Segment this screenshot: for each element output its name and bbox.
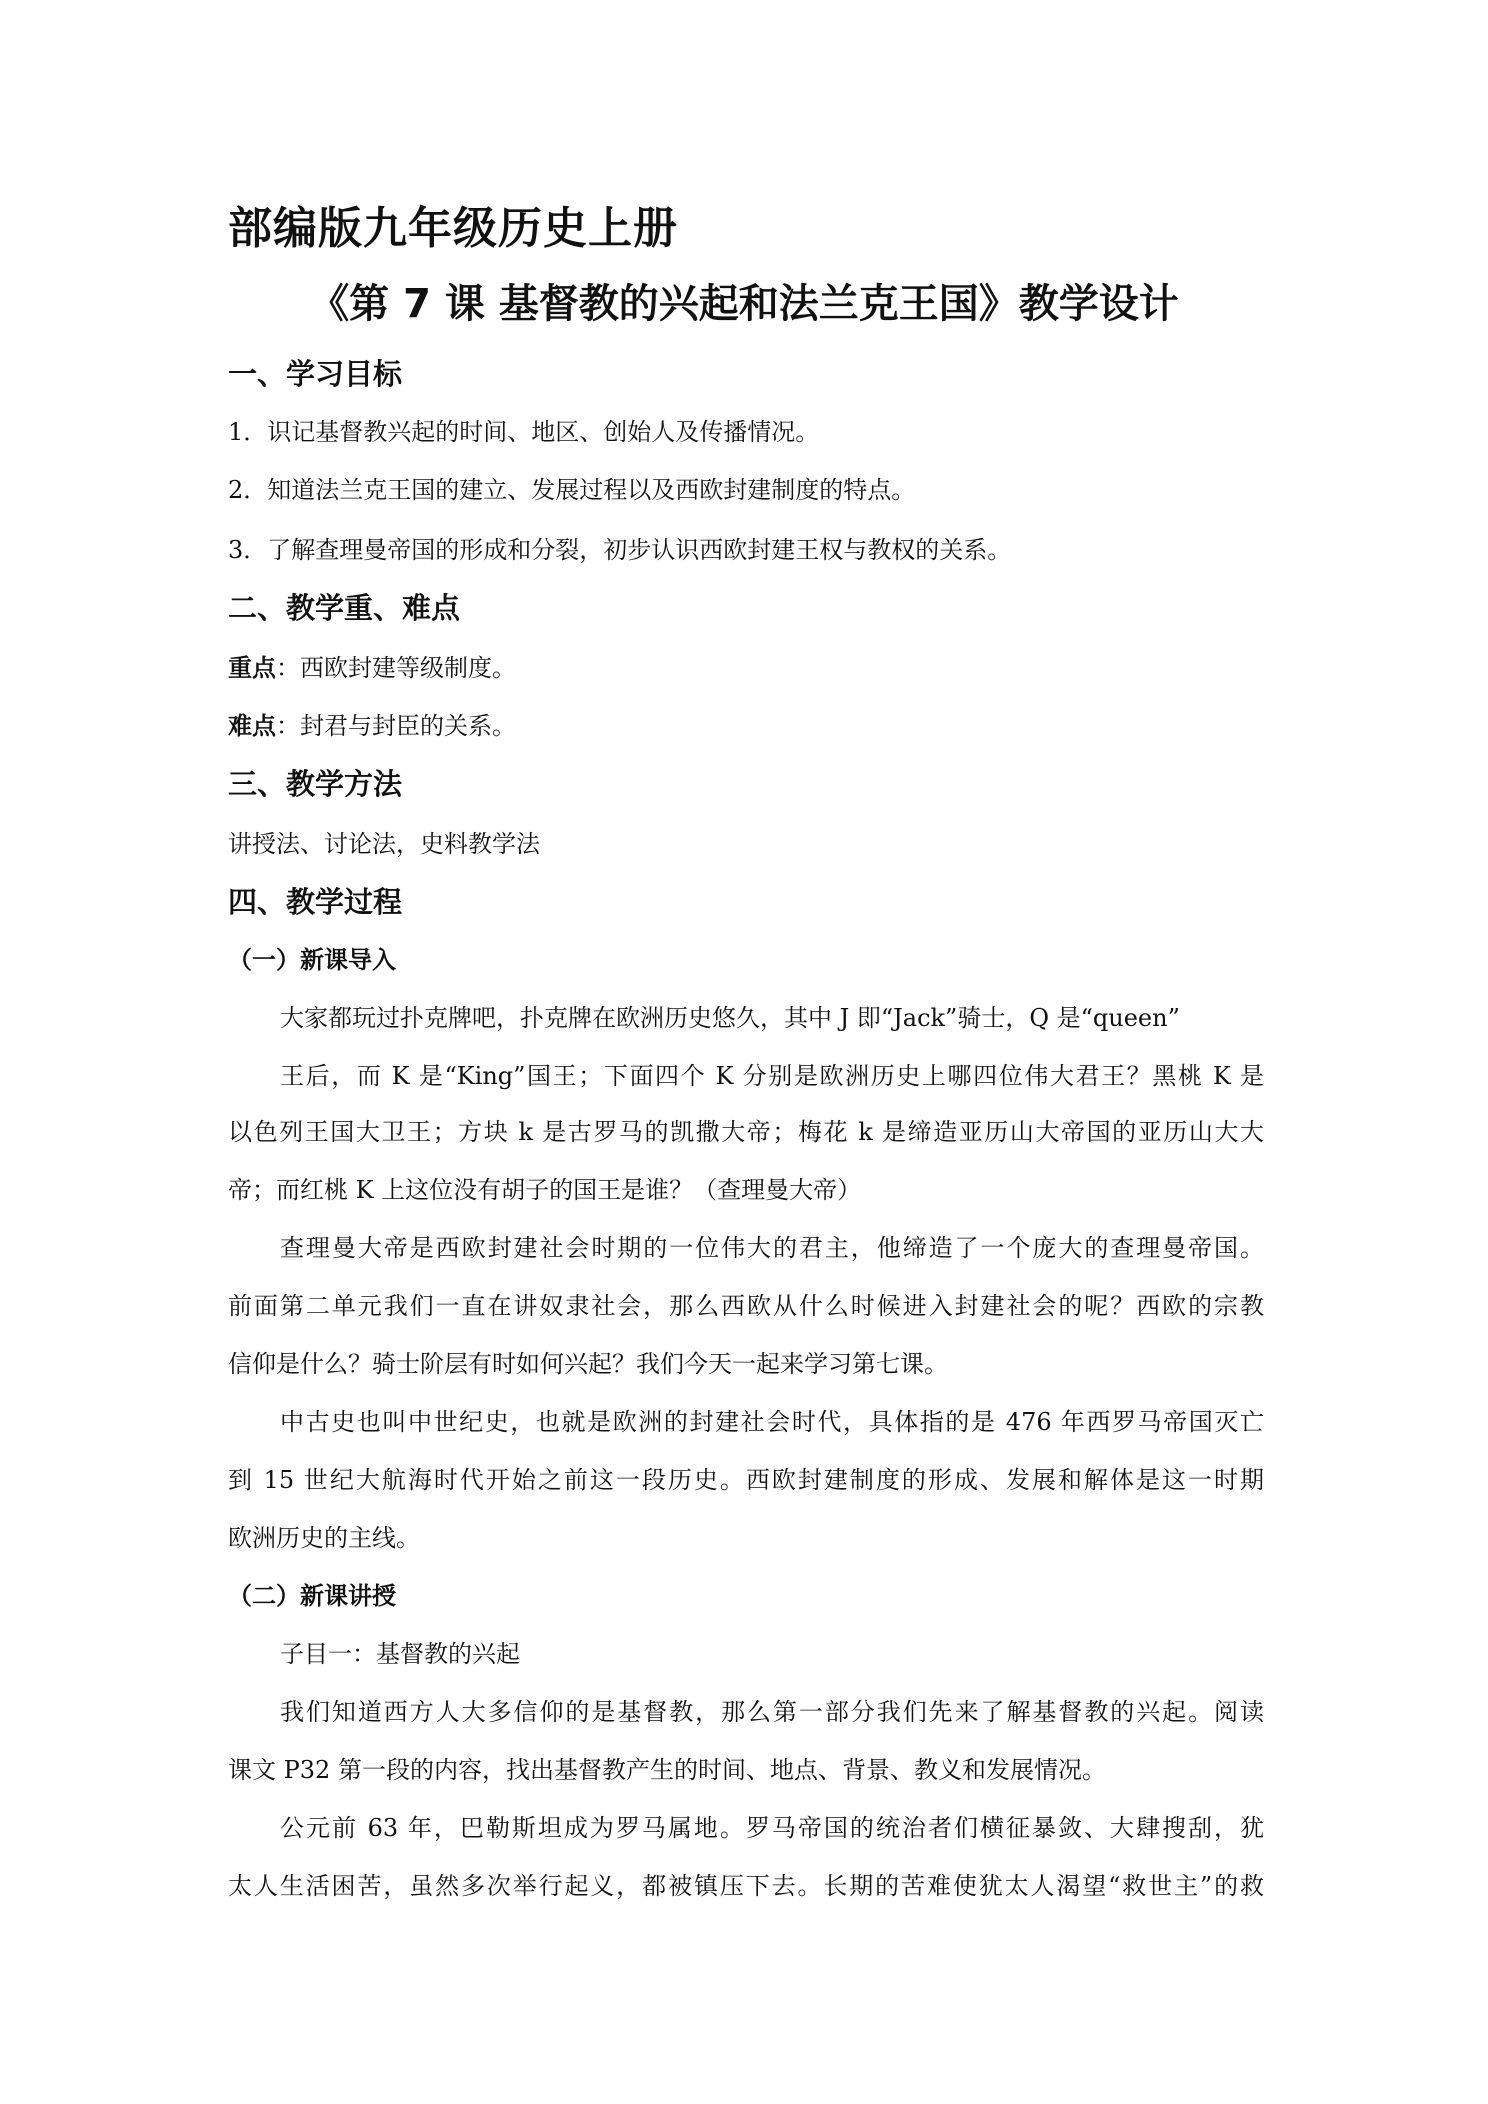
section-heading-key-points: 二、教学重、难点: [228, 591, 461, 625]
methods-text: 讲授法、讨论法，史料教学法: [228, 830, 540, 858]
intro-paragraph-line: 王后，而 K 是“King”国王；下面四个 K 分别是欧洲历史上哪四位伟大君王？黑桃 K 是: [280, 1062, 1264, 1090]
section-heading-process: 四、教学过程: [228, 885, 403, 919]
intro-paragraph-line: 到 15 世纪大航海时代开始之前这一段历史。西欧封建制度的形成、发展和解体是这一时期: [228, 1466, 1264, 1494]
intro-paragraph-line: 信仰是什么？骑士阶层有时如何兴起？我们今天一起来学习第七课。: [228, 1350, 948, 1378]
intro-paragraph-line: 查理曼大帝是西欧封建社会时期的一位伟大的君主，他缔造了一个庞大的查理曼帝国。: [280, 1234, 1264, 1262]
lecture-paragraph-line: 子目一：基督教的兴起: [280, 1640, 520, 1668]
lecture-paragraph-line: 太人生活困苦，虽然多次举行起义，都被镇压下去。长期的苦难使犹太人渴望“救世主”的救: [228, 1872, 1264, 1900]
key-point-line: [228, 648, 516, 683]
intro-paragraph-line: 帝；而红桃 K 上这位没有胡子的国王是谁？（查理曼大帝）: [228, 1176, 862, 1204]
subsection-heading-intro: （一）新课导入: [228, 946, 396, 974]
key-point-text: ：西欧封建等级制度。: [276, 654, 516, 682]
goal-item-3: 3．了解查理曼帝国的形成和分裂，初步认识西欧封建王权与教权的关系。: [228, 536, 1012, 564]
subsection-heading-lecture: （二）新课讲授: [228, 1582, 396, 1610]
lecture-paragraph-line: 课文 P32 第一段的内容，找出基督教产生的时间、地点、背景、教义和发展情况。: [228, 1756, 1106, 1784]
key-point-label: 重点: [228, 654, 276, 682]
section-heading-goals: 一、学习目标: [228, 357, 403, 391]
intro-paragraph-line: 中古史也叫中世纪史，也就是欧洲的封建社会时代，具体指的是 476 年西罗马帝国灭亡: [280, 1408, 1264, 1436]
lecture-paragraph-line: 我们知道西方人大多信仰的是基督教，那么第一部分我们先来了解基督教的兴起。阅读: [280, 1698, 1264, 1726]
difficulty-line: [228, 706, 516, 741]
section-heading-methods: 三、教学方法: [228, 767, 403, 801]
document-title: 部编版九年级历史上册: [228, 203, 678, 254]
difficulty-text: ：封君与封臣的关系。: [276, 712, 516, 740]
lecture-paragraph-line: 公元前 63 年，巴勒斯坦成为罗马属地。罗马帝国的统治者们横征暴敛、大肆搜刮，犹: [280, 1814, 1264, 1842]
intro-paragraph-line: 大家都玩过扑克牌吧，扑克牌在欧洲历史悠久，其中 J 即“Jack”骑士，Q 是“queen”: [280, 1004, 1180, 1032]
intro-paragraph-line: 前面第二单元我们一直在讲奴隶社会，那么西欧从什么时候进入封建社会的呢？西欧的宗教: [228, 1292, 1264, 1320]
lesson-title: 《第 7 课 基督教的兴起和法兰克王国》教学设计: [309, 281, 1179, 327]
goal-item-1: 1．识记基督教兴起的时间、地区、创始人及传播情况。: [228, 418, 820, 446]
difficulty-label: 难点: [228, 712, 276, 740]
intro-paragraph-line: 欧洲历史的主线。: [228, 1524, 420, 1552]
intro-paragraph-line: 以色列王国大卫王；方块 k 是古罗马的凯撒大帝；梅花 k 是缔造亚历山大帝国的亚历山大大: [228, 1118, 1264, 1146]
goal-item-2: 2．知道法兰克王国的建立、发展过程以及西欧封建制度的特点。: [228, 476, 916, 504]
